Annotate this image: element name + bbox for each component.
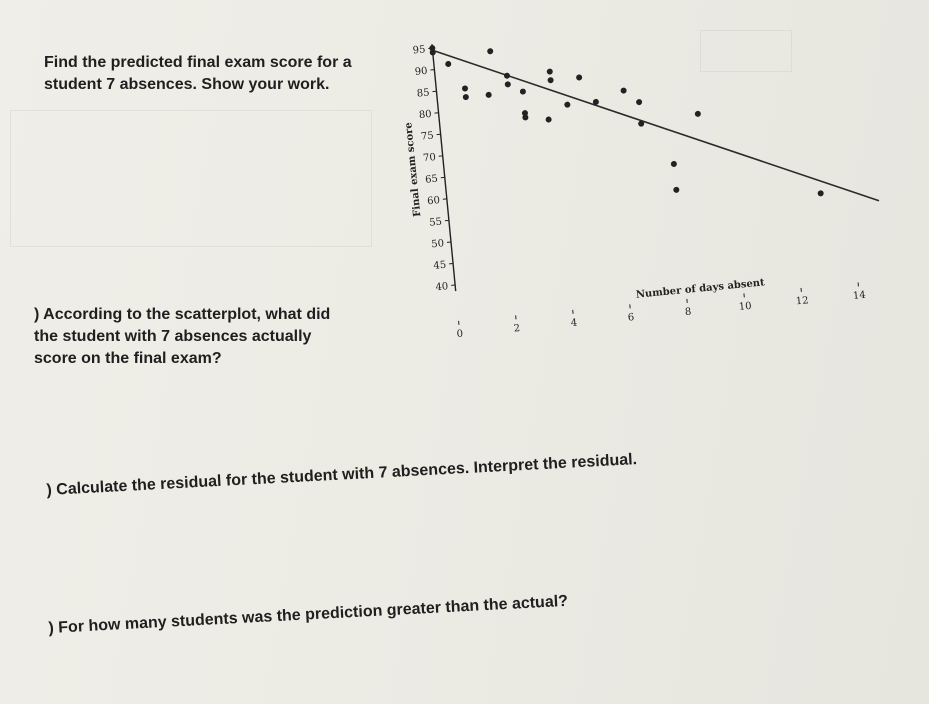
data-point xyxy=(695,111,702,118)
data-point xyxy=(487,48,494,55)
x-tick-label: 10 xyxy=(738,300,753,313)
data-point xyxy=(546,68,553,75)
data-point xyxy=(620,87,627,94)
x-tick-label: 0 xyxy=(456,328,464,341)
data-point xyxy=(576,74,583,81)
question-part-c: ) For how many students was the prediction greater than the actual? xyxy=(48,592,569,637)
y-tick-label: 40 xyxy=(435,281,449,294)
y-tick-label: 50 xyxy=(430,238,445,251)
axes xyxy=(432,44,456,294)
data-point xyxy=(817,190,824,197)
x-tick-label: 4 xyxy=(570,317,578,330)
y-tick-label: 85 xyxy=(416,87,431,100)
y-tick-label: 70 xyxy=(422,152,437,165)
data-point xyxy=(545,116,552,123)
y-tick-label: 95 xyxy=(412,44,426,57)
question-part-b: ) Calculate the residual for the student with 7 absences. Interpret the residual. xyxy=(46,451,638,499)
scatterplot xyxy=(391,0,907,341)
data-point xyxy=(671,161,678,168)
y-axis-line xyxy=(432,44,456,294)
question-intro: Find the predicted final exam score for a student 7 absences. Show your work. xyxy=(44,54,352,93)
y-tick-label: 55 xyxy=(428,216,443,229)
trend-line xyxy=(433,9,879,242)
y-tick-label: 65 xyxy=(424,173,439,186)
x-tick-label: 8 xyxy=(684,306,692,319)
data-point xyxy=(673,187,680,194)
x-tick-label: 12 xyxy=(795,295,810,308)
x-axis-label: Number of days absent xyxy=(635,277,766,301)
x-tick-label: 6 xyxy=(627,312,635,324)
data-point xyxy=(564,101,571,108)
y-axis-label: Final exam score xyxy=(403,121,424,218)
data-point xyxy=(445,61,452,68)
y-tick-label: 45 xyxy=(432,259,447,272)
x-tick-label: 14 xyxy=(852,289,867,302)
data-point xyxy=(520,88,527,95)
data-point xyxy=(463,94,470,101)
y-tick-label: 80 xyxy=(418,108,433,122)
data-point xyxy=(636,99,643,106)
y-tick-label: 90 xyxy=(414,65,429,79)
bleed-through-table xyxy=(10,110,372,247)
scatterplot-svg xyxy=(391,0,907,341)
question-part-a: ) According to the scatterplot, what did the student with 7 absences actually score on the final exam? xyxy=(34,306,331,367)
y-tick-label: 60 xyxy=(426,195,441,208)
y-tick-label: 75 xyxy=(420,130,435,143)
data-point xyxy=(505,81,512,88)
x-tick-label: 2 xyxy=(513,323,521,335)
data-point xyxy=(504,72,511,79)
data-point xyxy=(547,77,554,84)
data-point xyxy=(462,85,469,92)
data-point xyxy=(485,92,492,99)
